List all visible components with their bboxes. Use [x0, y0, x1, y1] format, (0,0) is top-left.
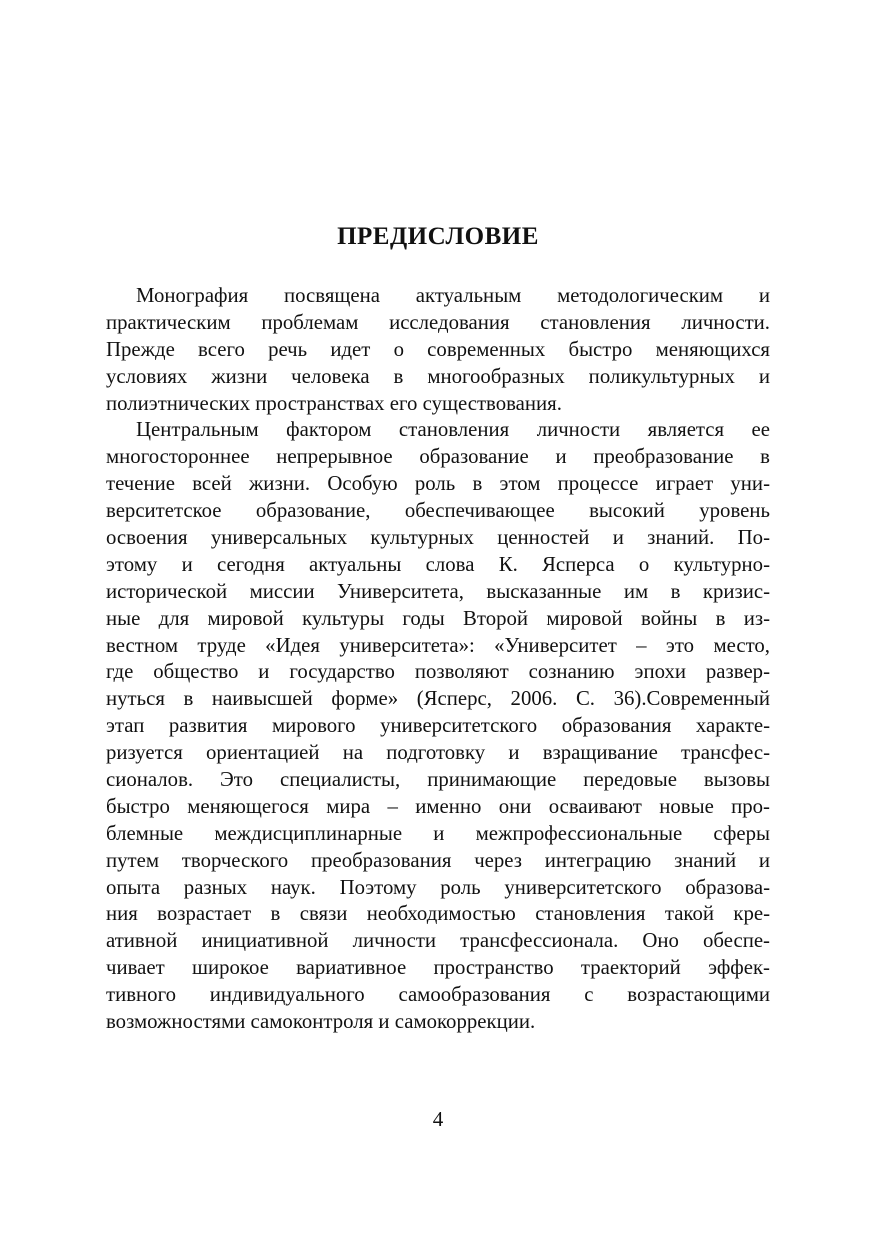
text-line: блемные междисциплинарные и межпрофессиональные сферы: [106, 821, 770, 845]
paragraph-1: [106, 283, 770, 417]
text-line: возможностями самоконтроля и самокоррекции.: [106, 1010, 536, 1034]
text-line: исторической миссии Университета, высказанные им в кризис-: [106, 579, 770, 603]
text-line: освоения универсальных культурных ценностей и знаний. По-: [106, 526, 770, 550]
text-line: сионалов. Это специалисты, принимающие передовые вызовы: [106, 768, 770, 792]
text-line: ные для мировой культуры годы Второй мировой войны в из-: [106, 606, 770, 630]
text-line: многостороннее непрерывное образование и преобразование в: [106, 445, 770, 469]
text-line: вестном труде «Идея университета»: «Университет – это место,: [106, 633, 770, 657]
paragraph-2: [106, 417, 770, 1035]
page-number: 4: [432, 1107, 444, 1131]
text-line: Центральным фактором становления личности является ее: [136, 418, 770, 442]
text-line: быстро меняющегося мира – именно они осваивают новые про-: [106, 794, 770, 818]
body-text: [106, 283, 770, 1036]
text-line: полиэтнических пространствах его существования.: [106, 391, 562, 415]
text-line: этому и сегодня актуальны слова К. Ясперса о культурно-: [106, 552, 770, 576]
text-line: чивает широкое вариативное пространство траекторий эффек-: [106, 956, 770, 980]
text-line: путем творческого преобразования через интеграцию знаний и: [106, 848, 770, 872]
text-line: практическим проблемам исследования становления личности.: [106, 310, 770, 334]
text-line: Прежде всего речь идет о современных быстро меняющихся: [106, 337, 770, 361]
text-line: течение всей жизни. Особую роль в этом процессе играет уни-: [106, 472, 770, 496]
text-line: нуться в наивысшей форме» (Ясперс, 2006. С. 36).Современный: [106, 687, 770, 711]
text-line: ативной инициативной личности трансфессионала. Оно обеспе-: [106, 929, 770, 953]
text-line: где общество и государство позволяют сознанию эпохи развер-: [106, 660, 770, 684]
text-line: опыта разных наук. Поэтому роль университетского образова-: [106, 875, 770, 899]
text-line: этап развития мирового университетского образования характе-: [106, 714, 770, 738]
page-title: ПРЕДИСЛОВИЕ: [337, 223, 539, 250]
text-line: Монография посвящена актуальным методологическим и: [136, 284, 770, 307]
text-line: условиях жизни человека в многообразных поликультурных и: [106, 364, 770, 388]
text-line: ния возрастает в связи необходимостью становления такой кре-: [106, 902, 770, 926]
text-line: верситетское образование, обеспечивающее высокий уровень: [106, 499, 770, 523]
text-line: тивного индивидуального самообразования с возрастающими: [106, 983, 770, 1007]
text-line: ризуется ориентацией на подготовку и взращивание трансфес-: [106, 741, 770, 765]
